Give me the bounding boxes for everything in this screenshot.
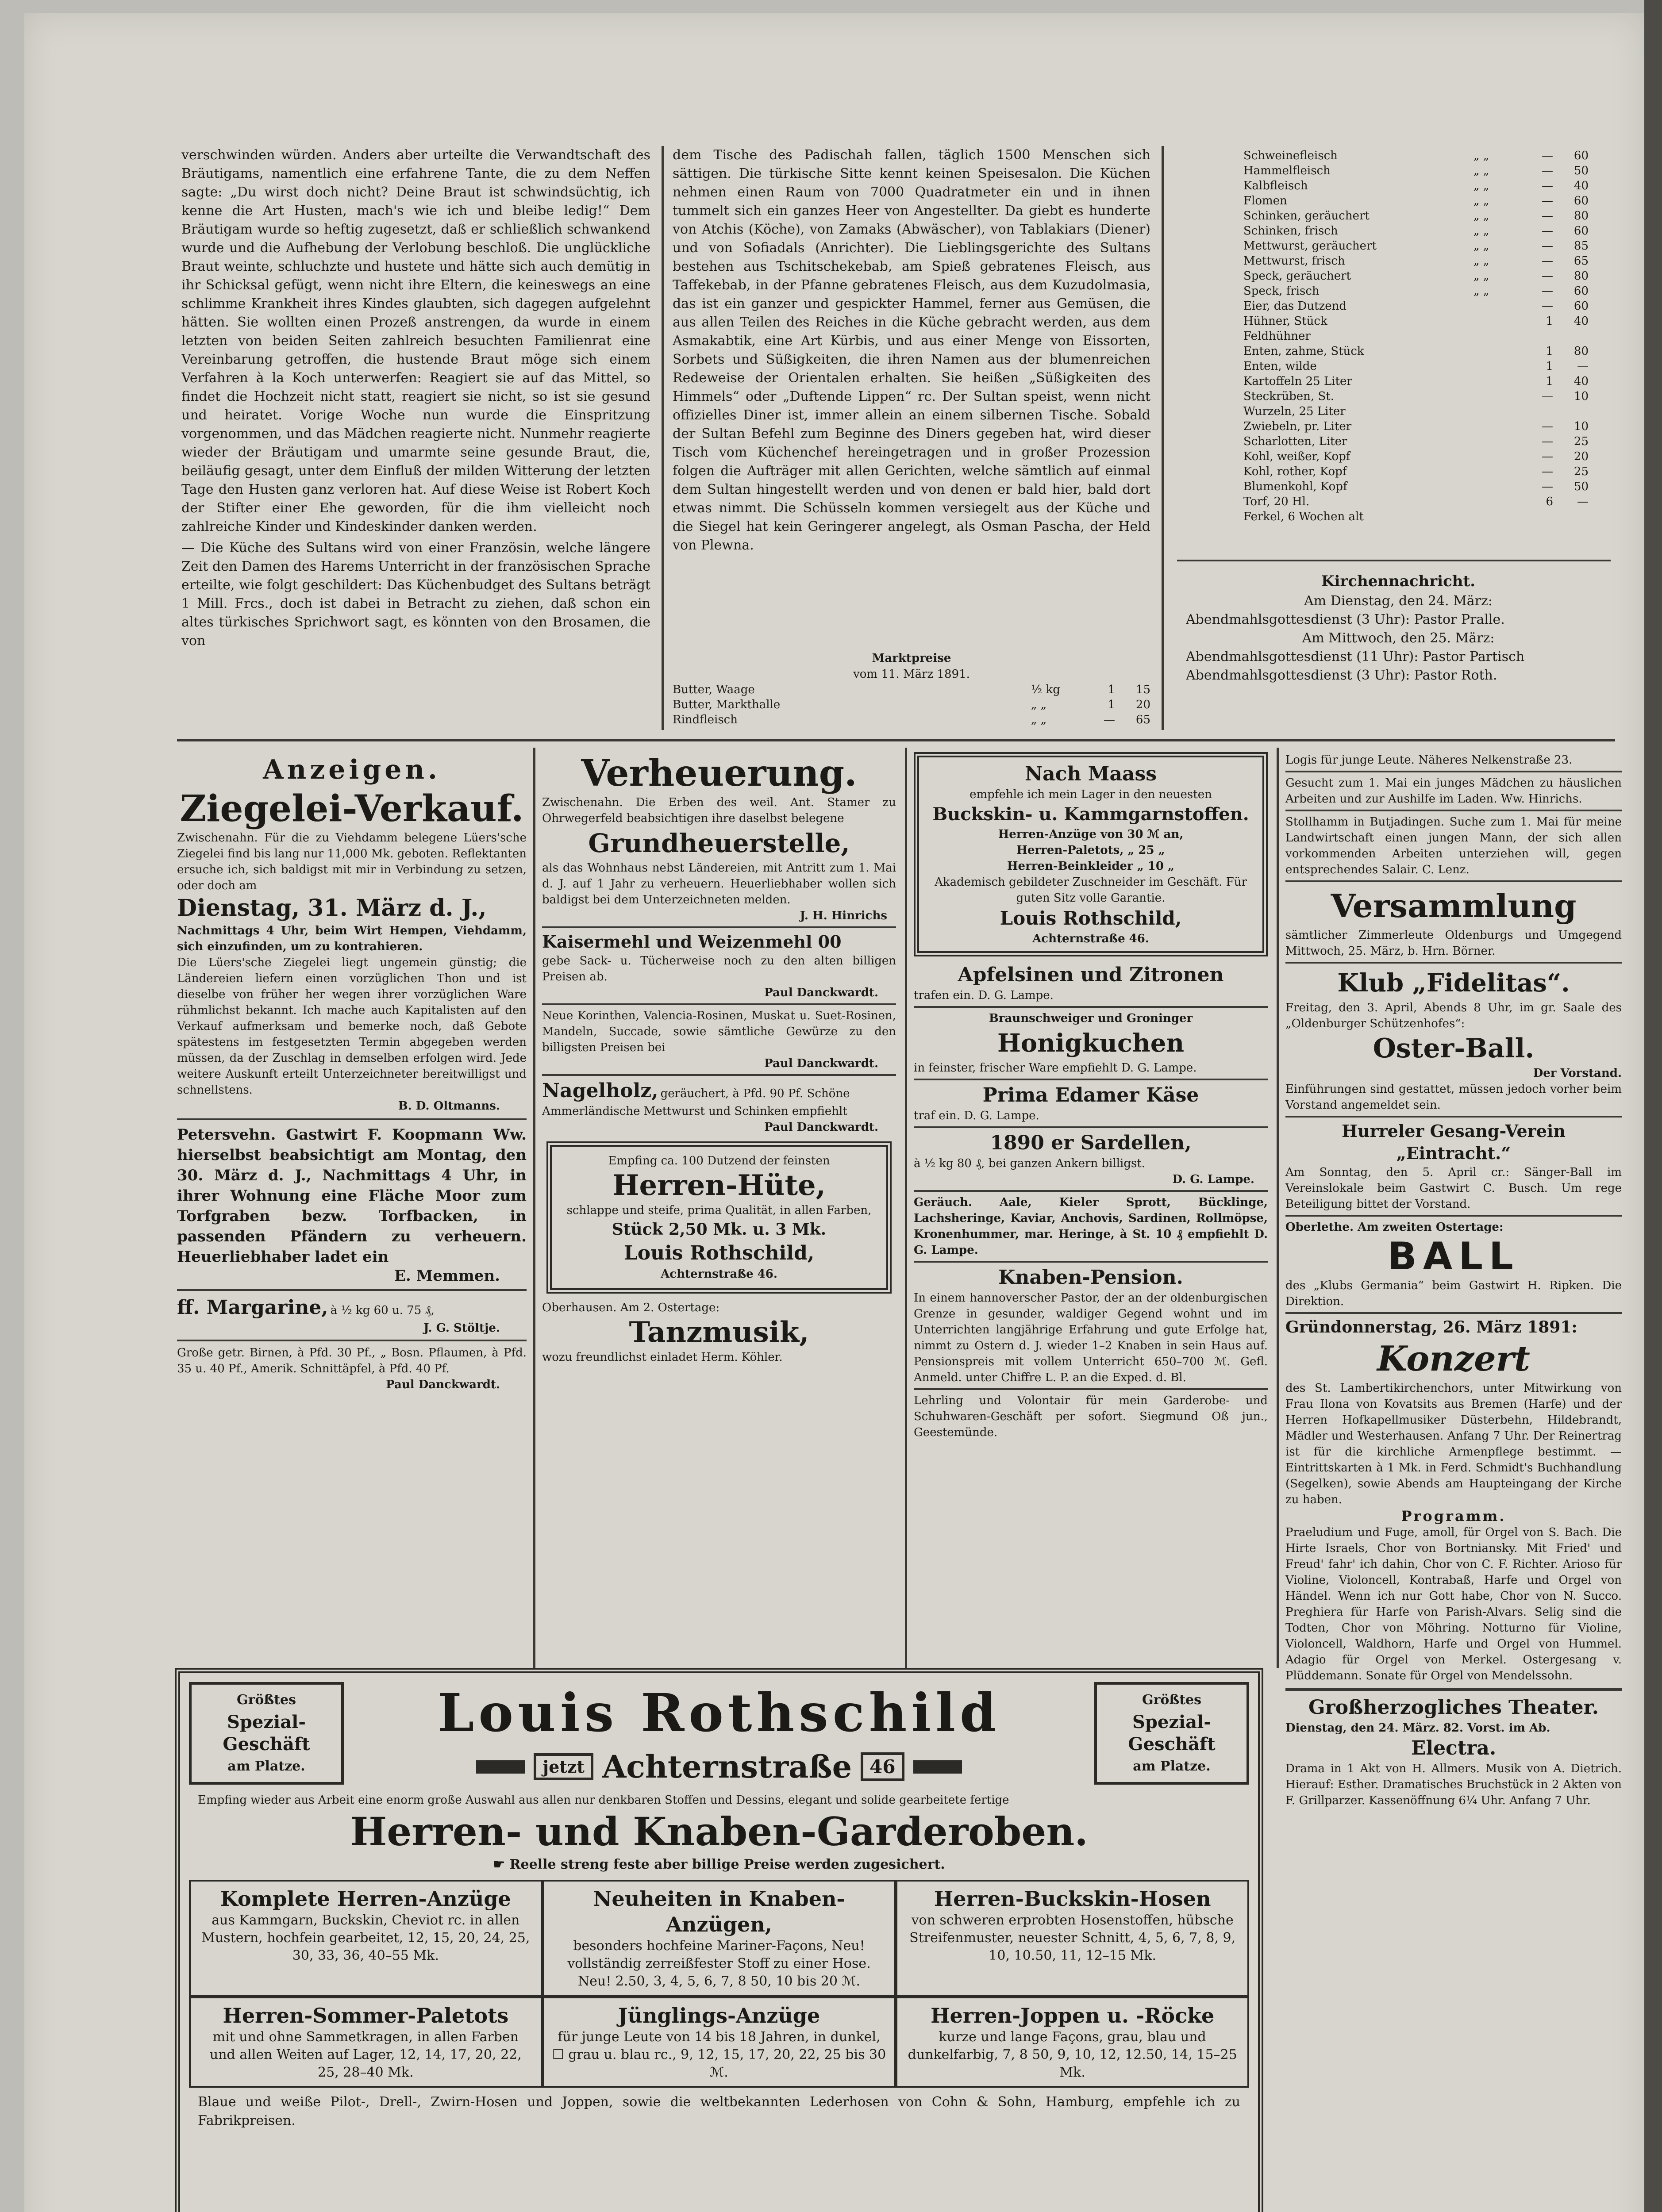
big-ad-offer-grid xyxy=(189,1880,1249,2088)
market-title: Marktpreise xyxy=(872,652,951,665)
price-row: Hammelfleisch „ „ — 50 xyxy=(1243,164,1589,177)
price-row: Zwiebeln, pr. Liter — 10 xyxy=(1243,420,1589,433)
oster-ball-title: Oster-Ball. xyxy=(1373,1033,1535,1064)
versammlung-title: Versammlung xyxy=(1331,887,1577,925)
honigkuchen-title: Honigkuchen xyxy=(997,1029,1185,1058)
apfelsinen-ad: Apfelsinen und Zitronen xyxy=(958,964,1224,986)
price-row: Blumenkohl, Kopf — 50 xyxy=(1243,480,1589,493)
column-rule xyxy=(1277,748,1279,1668)
ads-column-2: Verheuerung. Zwischenahn. Die Erben des weil. Ant. Stamer zu Ohrwegerfeld beabsichtigen ihre daselbst belegene Grundheuerstelle, als das Wohnhaus nebst Ländereien, mit Antritt zum 1. Mai d. J. auf 1 Jahr zu verheuern. Heuerliebhaber wollen sich baldigst bei dem Unterzeichneten melden. J. H. Hinrichs Kaisermehl und Weizenmehl 00 gebe Sack- u. Tücherweise noch zu den alten billigen Preisen ab. Paul Danckwardt. Neue Korinthen, Valencia-Rosinen, Muskat u. Suet-Rosinen, Mandeln, Succade, sowie sämtliche Gewürze zu den billigsten Preisen bei Paul Danckwardt. Nagelholz, geräuchert, à Pfd. 90 Pf. Schöne Ammerländische Mettwurst und Schinken empfiehlt Paul Danckwardt. Empfing ca. 100 Dutzend der feinsten Herren-Hüte, schlappe und steife, prima Qualität, in allen Farben, Stück 2,50 Mk. u. 3 Mk. Louis Rothschild, Achternstraße 46. Oberhausen. Am 2. Ostertage: Tanzmusik, wozu freundlichst einladet Herm. Köhler. xyxy=(542,752,896,1364)
klub-fidelitas-title: Klub „Fidelitas“. xyxy=(1337,968,1570,998)
story-paragraph: dem Tische des Padischah fallen, täglich 1500 Menschen sich sättigen. Die türkische Sitte kennt keinen Speisesalon. Die Küchen nehmen einen Raum von 7000 Quadratmeter ein und in ihnen tummelt sich ein ganzes Heer von Angestellter. Da giebt es hunderte von Atchis (Köche), von Zamaks (Abwäscher), von Tablakiars (Diener) und von Sofiadals (Anrichter). Die Lieblingsgerichte des Sultans bestehen aus Tschitschekebab, am Spieß gebratenes Fleisch, aus Taffekebab, in der Pfanne gebratenes Fleisch, aus dem Kuzudolmasia, das ist ein ganzer und gespickter Hammel, ferner aus Gemüsen, die aus allen Teilen des Reiches in die Küche gebracht werden, aus dem Asmakabtik, eine Art Kürbis, und aus einer Menge von Eissorten, Sorbets und Süßigkeiten, die ihren Namen aus der blumenreichen Redeweise der Orientalen erhalten. Sie heißen „Süßigkeiten des Himmels“ oder „Duftende Lippen“ rc. Der Sultan speist, wenn nicht offizielles Diner ist, immer allein an einem silbernen Tische. Sobald der Sultan Befehl zum Beginne des Diners gegeben hat, wird dieser Tisch vom Küchenchef hereingetragen und in großer Prozession folgen die Aufträger mit allen Gerichten, welche sämtlich auf einmal dem Sultan hingestellt werden und von denen er bald hier, bald dort etwas nimmt. Die Schüsseln kommen versiegelt aus der Küche und die Siegel hat kein Geringerer angelegt, als Osman Pascha, der Held von Plewna. xyxy=(673,147,1150,553)
arrow-right-bar xyxy=(913,1760,962,1774)
price-row: Eier, das Dutzend — 60 xyxy=(1243,300,1589,313)
price-row: Kartoffeln 25 Liter 1 40 xyxy=(1243,375,1589,388)
jetzt-label: jetzt xyxy=(534,1753,593,1780)
margarine-ad: ff. Margarine, xyxy=(177,1296,328,1319)
ads-column-4: Logis für junge Leute. Näheres Nelkenstraße 23. Gesucht zum 1. Mai ein junges Mädchen zu häuslichen Arbeiten und zur Aushilfe im Laden. Ww. Hinrichs. Stollhamm in Butjadingen. Suche zum 1. Mai für meine Landwirtschaft einen jungen Mann, der sich allen vorkommenden Arbeiten unterziehen will, gegen entsprechendes Salair. C. Lenz. Versammlung sämtlicher Zimmerleute Oldenburgs und Umgegend Mittwoch, 25. März, b. Hrn. Börner. Klub „Fidelitas“. Freitag, den 3. April, Abends 8 Uhr, im gr. Saale des „Oldenburger Schützenhofes“: Oster-Ball. Der Vorstand. Einführungen sind gestattet, müssen jedoch vorher beim Vorstand angemeldet sein. Hurreler Gesang-Verein „Eintracht.“ Am Sonntag, den 5. April cr.: Sänger-Ball im Vereinslokale beim Gastwirt C. Busch. Um rege Beteiligung bittet der Vorstand. Oberlethe. Am zweiten Ostertage: BALL des „Klubs Germania“ beim Gastwirt H. Ripken. Die Direktion. Gründonnerstag, 26. März 1891: Konzert des St. Lambertikirchenchors, unter Mitwirkung von Frau Ilona von Kovatsits aus Bremen (Harfe) und der Herren Hofkapellmusiker Düsterbehn, Hildebrandt, Mädler und Westerhausen. Anfang 7 Uhr. Der Reinertrag ist für die kirchliche Armenpflege bestimmt. — Eintrittskarten à 1 Mk. in Ferd. Schmidt's Buchhandlung (Segelken), sowie Abends am Haupteingang der Kirche zu haben. Programm. Praeludium und Fuge, amoll, für Orgel von S. Bach. Die Hirte Israels, Chor von Bortniansky. Mit Fried' und Freud' fahr' ich dahin, Chor von C. F. Richter. Arioso für Violine, Violoncell, Kontrabaß, Harfe und Orgel von Händel. Wenn ich nur Gott habe, Chor von N. Succo. Preghiera für Harfe von Parish-Alvars. Selig sind die Todten, Chor von Möhring. Notturno für Violine, Violoncell, Waldhorn, Harfe und Orgel von Hummel. Adagio für Orgel von Merkel. Ostergesang v. Plüddemann. Sonate für Orgel von Mendelssohn. Großherzogliches Theater. Dienstag, den 24. März. 82. Vorst. im Ab. Electra. Drama in 1 Akt von H. Allmers. Musik von A. Dietrich. Hierauf: Esther. Dramatisches Bruchstück in 2 Akten von F. Grillparzer. Kassenöffnung 6¼ Uhr. Anfang 7 Uhr. xyxy=(1285,752,1622,2212)
story-column-1 xyxy=(181,146,650,730)
aale-ad: Geräuch. Aale, Kieler Sprott, Bücklinge, Lachsheringe, Kaviar, Anchovis, Sardinen, Rollmöpse, Kronenhummer, mar. Heringe, à St. 10 ₰ empfiehlt D. G. Lampe. xyxy=(914,1196,1268,1257)
column-rule xyxy=(1162,146,1164,730)
offer-cell: Neuheiten in Knaben-Anzügen, besonders hochfeine Mariner-Façons, Neu! vollständig zerreißfester Stoff zu einer Hose. Neu! 2.50, 3, 4, 5, 6, 7, 8 50, 10 bis 20 ℳ. xyxy=(542,1880,896,1997)
street-name: Achternstraße xyxy=(602,1748,852,1785)
edamer-ad: Prima Edamer Käse xyxy=(982,1084,1199,1106)
korinthen-ad: Neue Korinthen, Valencia-Rosinen, Muskat u. Suet-Rosinen, Mandeln, Succade, sowie sämtliche Gewürze zu den billigsten Preisen bei xyxy=(542,1009,896,1054)
price-row: Schinken, frisch „ „ — 60 xyxy=(1243,224,1589,238)
programm-title: Programm. xyxy=(1401,1508,1506,1525)
price-row: Mettwurst, geräuchert „ „ — 85 xyxy=(1243,239,1589,253)
ball-title: BALL xyxy=(1388,1234,1520,1279)
price-row: Kohl, weißer, Kopf — 20 xyxy=(1243,450,1589,463)
verheuerung-title: Verheuerung. xyxy=(581,752,857,795)
big-ad-headline: Herren- und Knaben-Garderoben. xyxy=(350,1809,1088,1855)
herren-huete-ad: Empfing ca. 100 Dutzend der feinsten Herren-Hüte, schlappe und steife, prima Qualität, in allen Farben, Stück 2,50 Mk. u. 3 Mk. Louis Rothschild, Achternstraße 46. xyxy=(546,1141,892,1294)
tanzmusik-title: Tanzmusik, xyxy=(629,1316,809,1349)
market-prices-right xyxy=(1243,148,1589,546)
price-row: Feldhühner xyxy=(1243,330,1311,343)
price-row: Wurzeln, 25 Liter xyxy=(1243,405,1346,418)
price-row: Schweinefleisch „ „ — 60 xyxy=(1243,149,1589,162)
price-row: Scharlotten, Liter — 25 xyxy=(1243,435,1589,448)
big-ad-reelle: Reelle streng feste aber billige Preise werden zugesichert. xyxy=(509,1857,945,1872)
price-row: Ferkel, 6 Wochen alt xyxy=(1243,510,1364,523)
ads-heading: Anzeigen. xyxy=(263,754,441,785)
price-row: Flomen „ „ — 60 xyxy=(1243,194,1589,207)
rothschild-firm-name: Louis Rothschild xyxy=(437,1682,1001,1743)
big-ad-footer: Blaue und weiße Pilot-, Drell-, Zwirn-Hosen und Joppen, sowie die weltbekannten Lederhosen von Cohn & Sohn, Hamburg, empfehle ich zu Fabrikpreisen. xyxy=(198,2094,1240,2128)
price-row: Speck, geräuchert „ „ — 80 xyxy=(1243,269,1589,283)
market-row: Rindfleisch „ „ — 65 xyxy=(673,713,1150,726)
price-row: Mettwurst, frisch „ „ — 65 xyxy=(1243,254,1589,268)
church-title: Kirchennachricht. xyxy=(1321,572,1476,590)
ads-column-1: Anzeigen. Ziegelei-Verkauf. Zwischenahn. Für die zu Viehdamm belegene Lüers'sche Ziegelei find bis lang nur 11,000 Mk. geboten. Reflektanten ersuche ich, sich baldigst mit mir in Verbindung zu setzen, oder doch am Dienstag, 31. März d. J., Nachmittags 4 Uhr, beim Wirt Hempen, Viehdamm, sich einzufinden, um zu kontrahieren. Die Lüers'sche Ziegelei liegt ungemein günstig; die Ländereien liefern einen vorzüglichen Thon und ist dieselbe von früher her wegen ihrer vorzüglichen Ware rühmlichst bekannt. Ich mache auch Kapitalisten auf den Verkauf aufmerksam und bemerke noch, daß Gebote spätestens im festgesetzten Termin abgegeben werden müssen, da der Zuschlag in demselben erfolgen wird. Jede weitere Auskunft erteilt Unterzeichneter bereitwilligst und schnellstens. B. D. Oltmanns. Petersvehn. Gastwirt F. Koopmann Ww. hierselbst beabsichtigt am Montag, den 30. März d. J., Nachmittags 4 Uhr, in ihrer Wohnung eine Fläche Moor zum Torfgraben bezw. Torfbacken, in passenden Pfändern zu verheuern. Heuerliebhaber ladet ein E. Memmen. ff. Margarine, à ½ kg 60 u. 75 ₰, J. G. Stöltje. Große getr. Birnen, à Pfd. 30 Pf., „ Bosn. Pflaumen, à Pfd. 35 u. 40 Pf., Amerik. Schnittäpfel, à Pfd. 40 Pf. Paul Danckwardt. xyxy=(177,752,527,1663)
knaben-pension-title: Knaben-Pension. xyxy=(998,1266,1183,1289)
birnen-ad: Große getr. Birnen, à Pfd. 30 Pf., „ Bosn. Pflaumen, à Pfd. 35 u. 40 Pf., Amerik. Schnittäpfel, à Pfd. 40 Pf. xyxy=(177,1346,527,1375)
ziegelei-title: Ziegelei-Verkauf. xyxy=(180,787,524,830)
offer-cell: Herren-Sommer-Paletots mit und ohne Sammetkragen, in allen Farben und allen Weiten auf Lager, 12, 14, 17, 20, 22, 25, 28–40 Mk. xyxy=(189,1997,542,2088)
spezial-box-right: Größtes Spezial- Geschäft am Platze. xyxy=(1094,1682,1249,1785)
lehrling-ad: Lehrling und Volontair für mein Garderobe- und Schuhwaren-Geschäft per sofort. Siegmund Oß jun., Geestemünde. xyxy=(914,1394,1268,1439)
ziegelei-signature: B. D. Oltmanns. xyxy=(398,1099,500,1113)
hurreler-ad: Hurreler Gesang-Verein „Eintracht.“ xyxy=(1342,1121,1566,1163)
ads-column-3: Nach Maass empfehle ich mein Lager in den neuesten Buckskin- u. Kammgarnstoffen. Herren-Anzüge von 30 ℳ an, Herren-Paletots, „ 25 „ Herren-Beinkleider „ 10 „ Akademisch gebildeter Zuschneider im Geschäft. Für guten Sitz volle Garantie. Louis Rothschild, Achternstraße 46. Apfelsinen und Zitronen trafen ein. D. G. Lampe. Braunschweiger und Groninger Honigkuchen in feinster, frischer Ware empfiehlt D. G. Lampe. Prima Edamer Käse traf ein. D. G. Lampe. 1890 er Sardellen, à ½ kg 80 ₰, bei ganzen Ankern billigst. D. G. Lampe. Geräuch. Aale, Kieler Sprott, Bücklinge, Lachsheringe, Kaviar, Anchovis, Sardinen, Rollmöpse, Kronenhummer, mar. Heringe, à St. 10 ₰ empfiehlt D. G. Lampe. Knaben-Pension. In einem hannoverscher Pastor, der an der oldenburgischen Grenze in gesunder, waldiger Gegend wohnt und im Unterrichten langjährige Erfahrung und gute Erfolge hat, nimmt zu Ostern d. J. wieder 1–2 Knaben in sein Haus auf. Pensionspreis mit vollem Unterricht 650–700 ℳ. Gefl. Anmeld. unter Chiffre L. P. an die Exped. d. Bl. Lehrling und Volontair für mein Garderobe- und Schuhwaren-Geschäft per sofort. Siegmund Oß jun., Geestemünde. xyxy=(914,752,1268,1663)
offer-cell: Herren-Buckskin-Hosen von schweren erprobten Hosenstoffen, hübsche Streifenmuster, neuester Schnitt, 4, 5, 6, 7, 8, 9, 10, 10.50, 11, 12–15 Mk. xyxy=(896,1880,1249,1997)
rothschild-big-ad: Größtes Spezial- Geschäft am Platze. Louis Rothschild jetzt Achternstraße 46 Größtes Spezial- Geschäft am Platze. Empfing wieder aus Arbeit eine enorm große Auswahl aus allen nur denkbaren Stoffen und Dessins, elegant und solide gearbeitete fertige Herren- und Knaben-Garderoben. ☛ Reelle streng feste aber billige Preise werden zugesichert. Komplete Herren-Anzüge aus Kammgarn, Buckskin, Cheviot rc. in allen Mustern, hochfein gearbeitet, 12, 15, 20, 24, 25, 30, 33, 36, 40–55 Mk. Neuheiten in Knaben-Anzügen, besonders hochfeine Mariner-Façons, Neu! vollständig zerreißfester Stoff zu einer Hose. Neu! 2.50, 3, 4, 5, 6, 7, 8 50, 10 bis 20 ℳ. Herren-Buckskin-Hosen von schweren erprobten Hosenstoffen, hübsche Streifenmuster, neuester Schnitt, 4, 5, 6, 7, 8, 9, 10, 10.50, 11, 12–15 Mk. Herren-Sommer-Paletots mit und ohne Sammetkragen, in allen Farben und allen Weiten auf Lager, 12, 14, 17, 20, 22, 25, 28–40 Mk. Jünglings-Anzüge für junge Leute von 14 bis 18 Jahren, in dunkel, ☐ grau u. blau rc., 9, 12, 15, 17, 20, 22, 25 bis 30 ℳ. Herren-Joppen u. -Röcke kurze und lange Façons, grau, blau und dunkelfarbig, 7, 8 50, 9, 10, 12, 12.50, 14, 15–25 Mk. Blaue und weiße Pilot-, Drell-, Zwirn-Hosen und Joppen, sowie die weltbekannten Lederhosen von Cohn & Sohn, Hamburg, empfehle ich zu Fabrikpreisen. xyxy=(175,1668,1263,2212)
price-row: Torf, 20 Hl. 6 — xyxy=(1243,495,1589,508)
nach-maass-ad: Nach Maass empfehle ich mein Lager in den neuesten Buckskin- u. Kammgarnstoffen. Herren-Anzüge von 30 ℳ an, Herren-Paletots, „ 25 „ Herren-Beinkleider „ 10 „ Akademisch gebildeter Zuschneider im Geschäft. Für guten Sitz volle Garantie. Louis Rothschild, Achternstraße 46. xyxy=(914,752,1268,956)
konzert-title: Konzert xyxy=(1377,1339,1530,1379)
price-row: Speck, frisch „ „ — 60 xyxy=(1243,284,1589,298)
story-paragraph: verschwinden würden. Anders aber urteilte die Verwandtschaft des Bräutigams, namentlich eine erfahrene Tante, die zu dem Neffen sagte: „Du wirst doch nicht? Deine Braut ist schwindsüchtig, ich kenne die Art Husten, mach's wie ich und bleibe ledig!“ Dem Bräutigam wurde so heftig zugesetzt, daß er schließlich schwankend wurde und die Aufhebung der Verlobung beschloß. Die unglückliche Braut weinte, schluchzte und hustete und hätte sich auch demütig in ihr Schicksal gefügt, wenn nicht ihre Eltern, die keineswegs an eine schlimme Krankheit ihres Kindes glaubten, sich dagegen aufgelehnt hätten. Sie wollten einen Prozeß anstrengen, da wurde in einem letzten von beiden Seiten zahlreich besuchten Familienrat eine Vereinbarung getroffen, die hustende Braut möge sich einem Verfahren à la Koch unterwerfen: Reagiert sie auf das Mittel, so findet die Hochzeit nicht statt, reagiert sie nicht, so ist sie gesund und heiratet. Vorige Woche nun wurde die Einspritzung vorgenommen, und das Mädchen reagierte nicht. Nunmehr reagierte wieder der Bräutigam und umarmte seine gesunde Braut, die, beiläufig gesagt, unter dem Einfluß der milden Witterung der letzten Tage den Husten ganz verloren hat. Auf diese Weise ist Robert Koch der Stifter einer Ehe geworden, für die ihm vielleicht noch zahlreiche Kinder und Kindeskinder danken werden. xyxy=(181,147,650,534)
street-number: 46 xyxy=(861,1752,904,1781)
ziegelei-date: Dienstag, 31. März d. J., xyxy=(177,895,487,922)
section-rule xyxy=(1177,560,1611,561)
market-row: Butter, Markthalle „ „ 1 20 xyxy=(673,698,1150,711)
price-row: Schinken, geräuchert „ „ — 80 xyxy=(1243,209,1589,223)
offer-cell: Jünglings-Anzüge für junge Leute von 14 bis 18 Jahren, in dunkel, ☐ grau u. blau rc., 9, 12, 15, 17, 20, 22, 25 bis 30 ℳ. xyxy=(542,1997,896,2088)
sardellen-ad: 1890 er Sardellen, xyxy=(990,1132,1192,1154)
price-row: Steckrüben, St. — 10 xyxy=(1243,390,1589,403)
section-rule xyxy=(177,739,1615,741)
story-paragraph: — Die Küche des Sultans wird von einer Französin, welche längere Zeit den Damen des Harems Unterricht in der französischen Sprache erteilte, wie folgt geschildert: Das Küchenbudget des Sultans beträgt 1 Mill. Frcs., doch ist dabei in Betracht zu ziehen, daß schon ein altes türkisches Sprichwort sagt, es könnten von den Brosamen, die von xyxy=(181,540,650,649)
price-row: Hühner, Stück 1 40 xyxy=(1243,315,1589,328)
peters-ad: Petersvehn. Gastwirt F. Koopmann Ww. hierselbst beabsichtigt am Montag, den 30. März d. J., Nachmittags 4 Uhr, in ihrer Wohnung eine Fläche Moor zum Torfgraben bezw. Torfbacken, in passenden Pfändern zu verheuern. Heuerliebhaber ladet ein xyxy=(177,1126,527,1266)
konzert-date: Gründonnerstag, 26. März 1891: xyxy=(1285,1318,1577,1336)
market-subtitle: vom 11. März 1891. xyxy=(853,668,970,681)
arrow-left-bar xyxy=(476,1760,525,1774)
theater-title: Großherzogliches Theater. xyxy=(1308,1696,1599,1719)
price-row: Enten, wilde 1 — xyxy=(1243,360,1589,373)
column-rule xyxy=(533,748,535,1668)
stollhamm-ad: Stollhamm in Butjadingen. Suche zum 1. Mai für meine Landwirtschaft einen jungen Mann, der sich allen vorkommenden Arbeiten unterziehen will, gegen entsprechendes Salair. C. Lenz. xyxy=(1285,815,1622,876)
story-column-2 xyxy=(673,146,1150,646)
market-prices-left xyxy=(673,650,1150,730)
market-row: Butter, Waage ½ kg 1 15 xyxy=(673,683,1150,696)
church-notice: Kirchennachricht. Am Dienstag, den 24. März: Abendmahlsgottesdienst (3 Uhr): Pastor Pralle. Am Mittwoch, den 25. März: Abendmahlsgottesdienst (11 Uhr): Pastor Partisch Abendmahlsgottesdienst (3 Uhr): Pastor Roth. xyxy=(1186,571,1611,717)
logis-ad: Logis für junge Leute. Näheres Nelkenstraße 23. xyxy=(1285,753,1573,767)
offer-cell: Komplete Herren-Anzüge aus Kammgarn, Buckskin, Cheviot rc. in allen Mustern, hochfein gearbeitet, 12, 15, 20, 24, 25, 30, 33, 36, 40–55 Mk. xyxy=(189,1880,542,1997)
column-rule xyxy=(662,146,664,730)
grundheuer-title: Grundheuerstelle, xyxy=(588,828,850,858)
electra-title: Electra. xyxy=(1411,1737,1497,1759)
price-row: Enten, zahme, Stück 1 80 xyxy=(1243,345,1589,358)
kaisermehl-ad: Kaisermehl und Weizenmehl 00 xyxy=(542,932,842,952)
price-row: Kohl, rother, Kopf — 25 xyxy=(1243,465,1589,478)
gesucht-ad: Gesucht zum 1. Mai ein junges Mädchen zu häuslichen Arbeiten und zur Aushilfe im Laden. Ww. Hinrichs. xyxy=(1285,776,1622,806)
nagelholz-ad: Nagelholz, xyxy=(542,1079,658,1102)
big-ad-intro: Empfing wieder aus Arbeit eine enorm große Auswahl aus allen nur denkbaren Stoffen und Dessins, elegant und solide gearbeitete fertige xyxy=(198,1793,1009,1807)
column-rule xyxy=(905,748,907,1668)
offer-cell: Herren-Joppen u. -Röcke kurze und lange Façons, grau, blau und dunkelfarbig, 7, 8 50, 9, 10, 12, 12.50, 14, 15–25 Mk. xyxy=(896,1997,1249,2088)
price-row: Kalbfleisch „ „ — 40 xyxy=(1243,179,1589,192)
page-spine xyxy=(1644,0,1662,2212)
spezial-box-left: Größtes Spezial- Geschäft am Platze. xyxy=(189,1682,344,1785)
